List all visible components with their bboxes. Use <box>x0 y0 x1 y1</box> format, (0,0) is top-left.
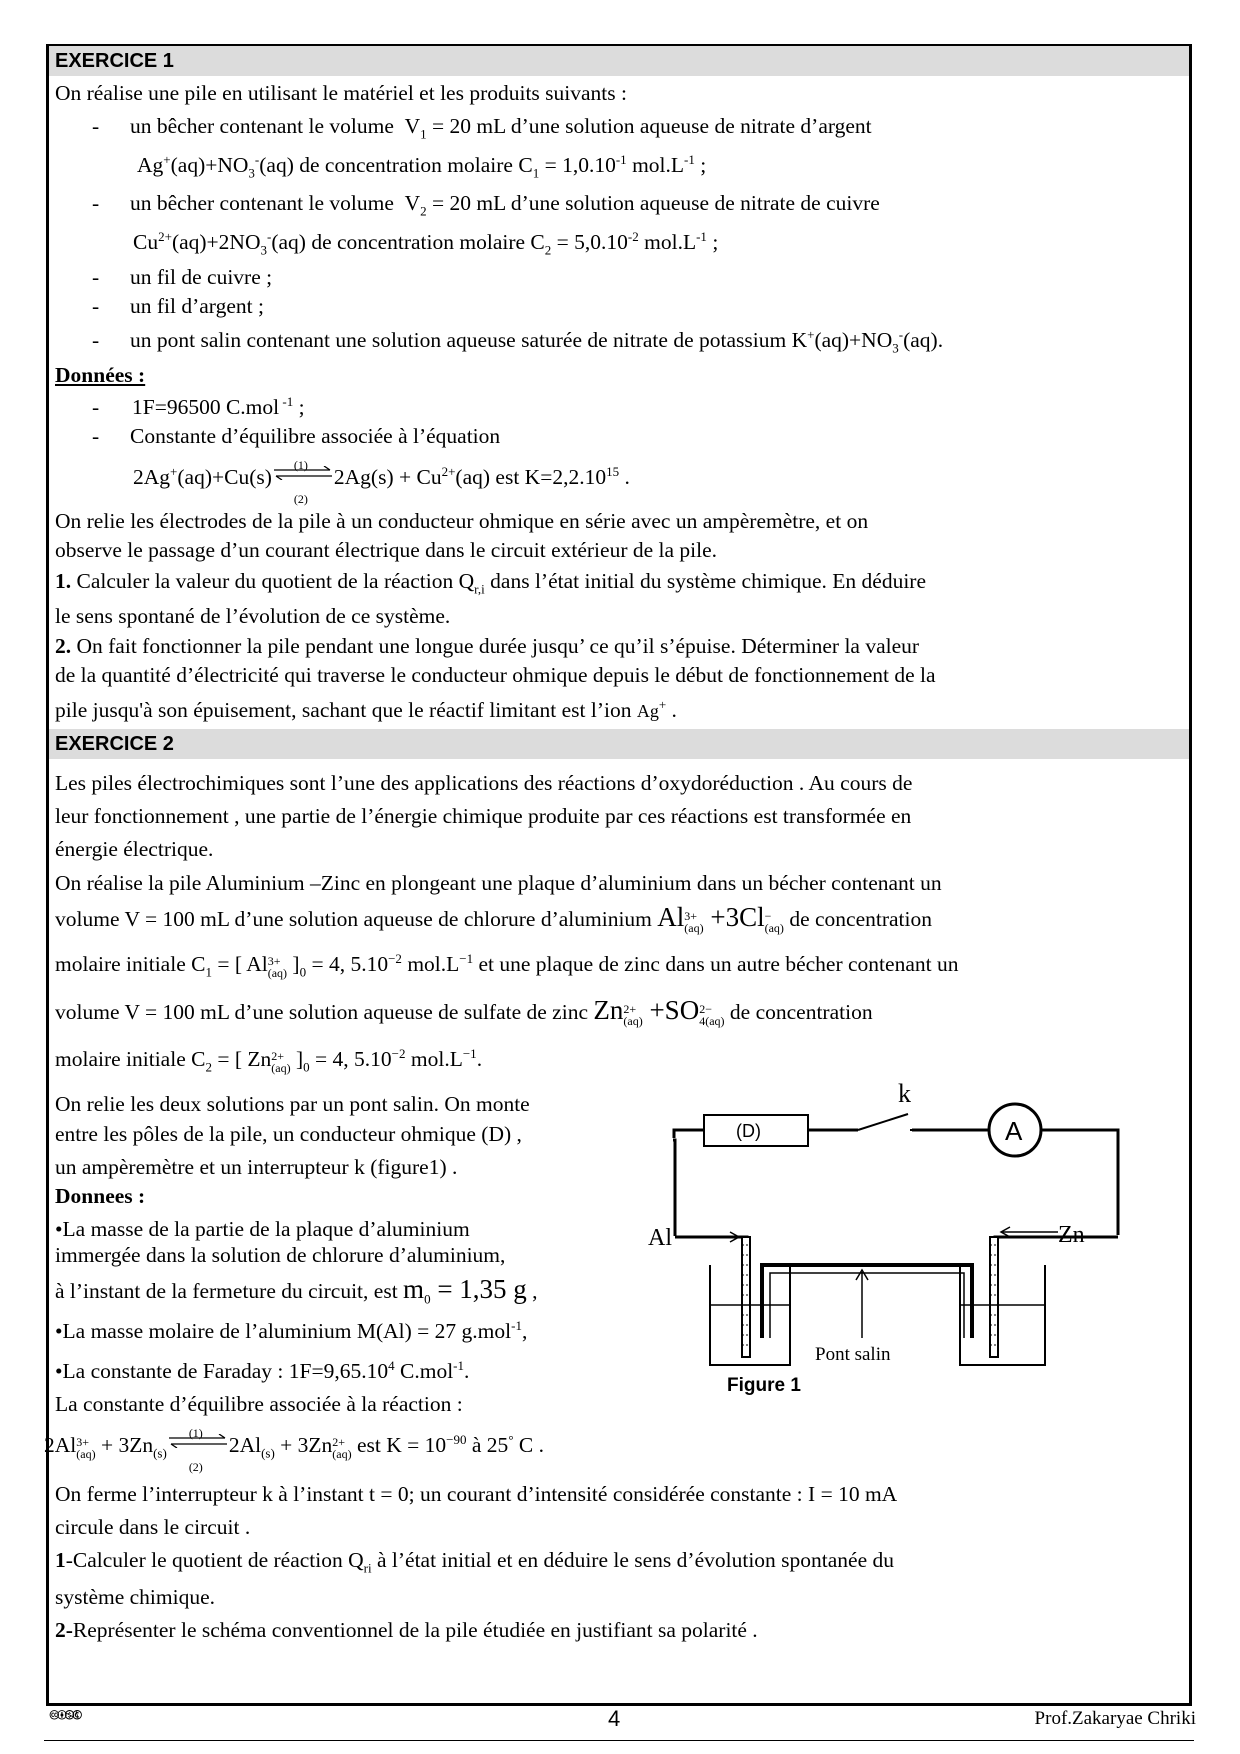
ex2-donnees-heading: Donnees : <box>55 1184 146 1208</box>
ex1-dash: - <box>92 265 100 289</box>
ex2-concentration-1: molaire initiale $C_1$ = [ Al 3+ (aq) ]$_0 = 4$, $5.10^{-2}$ $mol.L^{-1}$ et une plaque de zinc dans un autre bécher contenant un <box>55 950 959 980</box>
ex1-dash: - <box>92 424 100 448</box>
ex1-dash: - <box>92 328 100 352</box>
ex1-dash: - <box>92 191 100 215</box>
footer-rule <box>44 1740 1194 1741</box>
ex1-item2: un bêcher contenant le volume $V_2 = 20$ mL d’une solution aqueuse de nitrate de cuivre <box>130 191 880 219</box>
ex1-dash: - <box>92 114 100 138</box>
figure-caption: Figure 1 <box>727 1375 801 1396</box>
equilibrium-arrows-icon: (1) (2) <box>167 1432 229 1456</box>
ex2-zinc-solution: volume V = 100 mL d’une solution aqueuse de sulfate de zinc Zn 2+ (aq) +SO 2− 4(aq) de concentration <box>55 995 873 1028</box>
ex1-question-1-cont: le sens spontané de l’évolution de ce système. <box>55 604 451 628</box>
ex1-question-1: 1. Calculer la valeur du quotient de la réaction $Q_{r,i}$ dans l’état initial du système chimique. En déduire <box>55 569 927 597</box>
ex1-dash: - <box>92 294 100 318</box>
license-badge-icon: 🅭🅯🄏🅮 <box>50 1708 81 1724</box>
ex1-data-constant: Constante d’équilibre associée à l’équation <box>130 424 501 448</box>
author-name: Prof.Zakaryae Chriki <box>1034 1708 1196 1729</box>
right-electrode-wire <box>995 1237 1118 1250</box>
ex2-paragraph: On ferme l’interrupteur k à l’instant t = 0; un courant d’intensité considérée constante : I = 10 mA <box>55 1482 898 1506</box>
ex2-data-mass-value: à l’instant de la fermeture du circuit, est $m_0 = 1,35$ g , <box>55 1274 538 1307</box>
ex1-data-faraday: 1F=96500 C.mol $^{-1}$ ; <box>132 393 305 419</box>
ex2-equation: 2Al 3+ (aq) + $3Zn_{(s)}$ (1) (2) $2Al_{(s)} + 3Zn$ 2+ (aq) est $K = 10^{-90}$ à 25° C . <box>44 1426 544 1474</box>
ex2-data-mass: •La masse de la partie de la plaque d’aluminium <box>55 1217 470 1241</box>
ex2-data-faraday: •La constante de Faraday : $1F=9,65.10^4$ C.mol$^{-1}$. <box>55 1357 470 1383</box>
ex2-question-1-cont: système chimique. <box>55 1585 216 1609</box>
resistor-label: (D) <box>736 1121 761 1141</box>
left-wire <box>673 1130 704 1236</box>
ex2-paragraph: On relie les deux solutions par un pont salin. On monte <box>55 1092 530 1116</box>
ex2-data-mass-cont: immergée dans la solution de chlorure d’aluminium, <box>55 1243 506 1267</box>
exercise-1-header: EXERCICE 1 <box>49 46 1189 76</box>
exercise-2-header: EXERCICE 2 <box>49 729 1189 759</box>
ex1-item5: un pont salin contenant une solution aqueuse saturée de nitrate de potassium $K^+(aq)+NO_3^-(aq)$. <box>130 326 944 356</box>
page-number: 4 <box>608 1706 621 1731</box>
ex1-question-2-cont: de la quantité d’électricité qui traverse le conducteur ohmique depuis le début de fonctionnement de la <box>55 663 936 687</box>
aluminium-label: Al <box>648 1225 672 1251</box>
salt-bridge-label: Pont salin <box>815 1344 891 1365</box>
ammeter-label: A <box>1005 1116 1023 1146</box>
ex2-concentration-2: molaire initiale $C_2$ = [ Zn 2+ (aq) ]$_0 = 4$, $5.10^{-2}$ $mol.L^{-1}$. <box>55 1045 483 1075</box>
ex2-question-1: 1-Calculer le quotient de réaction $Q_{ri}$ à l’état initial et en déduire le sens d’évolution spontanée du <box>55 1548 895 1576</box>
right-wire <box>1040 1130 1118 1235</box>
ex2-paragraph: On réalise la pile Aluminium –Zinc en plongeant une plaque d’aluminium dans un bécher contenant un <box>55 871 942 895</box>
ex2-paragraph: un ampèremètre et un interrupteur k (figure1) . <box>55 1155 458 1179</box>
ex2-paragraph: énergie électrique. <box>55 837 214 861</box>
ex1-item1: un bêcher contenant le volume $V_1 = 20$ mL d’une solution aqueuse de nitrate d’argent <box>130 114 872 142</box>
ex1-donnees-heading: Données : <box>55 363 146 387</box>
ex1-paragraph: observe le passage d’un courant électrique dans le circuit extérieur de la pile. <box>55 538 718 562</box>
ex2-data-molar-mass: •La masse molaire de l’aluminium M(Al) = 27 g.mol$^{-1}$, <box>55 1317 528 1343</box>
ex1-question-2-cont: pile jusqu'à son épuisement, sachant que le réactif limitant est l’ion Ag+ . <box>55 696 677 722</box>
ex2-aluminium-solution: volume V = 100 mL d’une solution aqueuse de chlorure d’aluminium Al 3+ (aq) +3Cl − (aq) de concentration <box>55 902 932 935</box>
ex2-data-constant: La constante d’équilibre associée à la réaction : <box>55 1392 463 1416</box>
ex1-item1-formula: $Ag^+(aq)+NO_3^-(aq)$ de concentration molaire $C_1 = 1,0.10^{-1}$ $mol.L^{-1}$ ; <box>137 151 707 181</box>
ex2-paragraph: leur fonctionnement , une partie de l’énergie chimique produite par ces réactions est transformée en <box>55 804 912 828</box>
ex1-item3: un fil de cuivre ; <box>130 265 273 289</box>
ex1-intro: On réalise une pile en utilisant le matériel et les produits suivants : <box>55 81 627 105</box>
ex2-paragraph: circule dans le circuit . <box>55 1515 251 1539</box>
switch-label: k <box>898 1080 911 1108</box>
equilibrium-arrows-icon: (1) (2) <box>272 464 334 488</box>
salt-bridge <box>762 1265 972 1338</box>
switch-k <box>858 1114 908 1130</box>
ex1-question-2: 2. On fait fonctionner la pile pendant une longue durée jusqu’ ce qu’il s’épuise. Déterminer la valeur <box>55 634 920 658</box>
ex1-equation: 2Ag+(aq)+Cu(s) (1) (2) $2Ag(s) + Cu^{2+}(aq)$ est $K=2,2.10^{15}$ . <box>133 458 630 506</box>
ex1-item2-formula: $Cu^{2+}(aq)+2NO_3^-(aq)$ de concentration molaire $C_2 = 5,0.10^{-2}$ $mol.L^{-1}$ ; <box>133 228 719 258</box>
ex2-paragraph: Les piles électrochimiques sont l’une des applications des réactions d’oxydoréduction . Au cours de <box>55 771 913 795</box>
ex1-item4: un fil d’argent ; <box>130 294 264 318</box>
ex1-dash: - <box>92 395 100 419</box>
circuit-figure <box>640 1080 1160 1375</box>
zinc-label: Zn <box>1058 1222 1085 1248</box>
ex2-paragraph: entre les pôles de la pile, un conducteur ohmique (D) , <box>55 1122 522 1146</box>
ex1-paragraph: On relie les électrodes de la pile à un conducteur ohmique en série avec un ampèremètre, et on <box>55 509 869 533</box>
ex2-question-2: 2-Représenter le schéma conventionnel de la pile étudiée en justifiant sa polarité . <box>55 1618 758 1642</box>
